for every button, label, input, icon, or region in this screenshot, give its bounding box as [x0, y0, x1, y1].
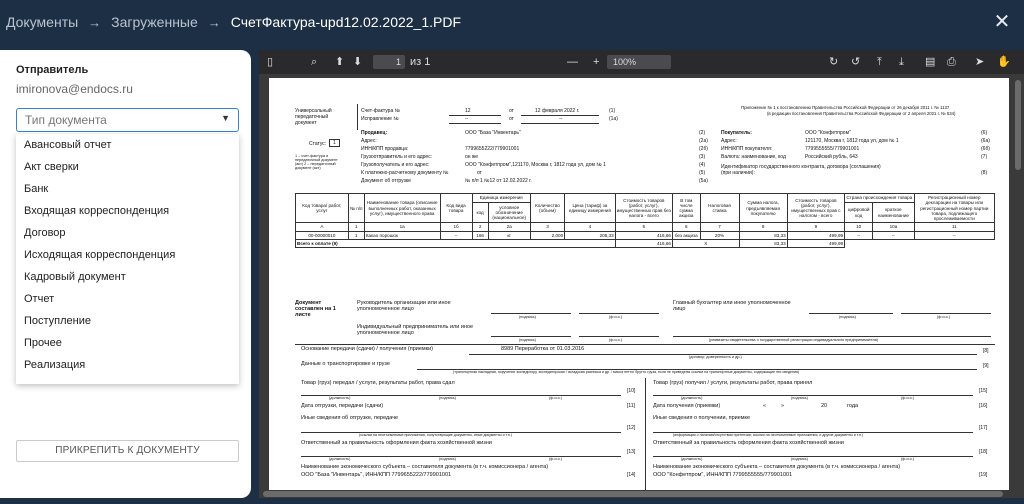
- table-header: Единица измерения: [472, 194, 530, 203]
- buyer-address: 121170, Москва г, 1812 года ул, дом № 1: [805, 138, 899, 144]
- breadcrumb-current-file: СчетФактура-upd12.02.2022_1.PDF: [230, 14, 462, 30]
- pdf-viewer: [259, 50, 1024, 498]
- page-total: из 1: [410, 56, 431, 68]
- ref-8: (8): [981, 170, 988, 176]
- ref-b12: [12]: [627, 425, 636, 431]
- table-cell: 499,99: [787, 231, 844, 239]
- transport-caption: (транспортная накладная, поручение экспедитору, экспедиторская / складская расписка и др. / масса нетто/ брутто груза, если не приведены ссылки на транспортные документы, содержащие эти сведения): [453, 370, 800, 374]
- ref-b10: [10]: [627, 388, 636, 394]
- select-cursor-icon[interactable]: ➤: [975, 56, 985, 68]
- doc-type-dropdown: [16, 134, 239, 384]
- sign-caption: (подпись): [791, 396, 808, 400]
- sign-caption: (подпись): [791, 457, 808, 461]
- ip-label: Индивидуальный предприниматель или иное уполномоченное лицо: [357, 324, 474, 336]
- table-cell: --: [440, 231, 472, 239]
- attach-to-document-button[interactable]: ПРИКРЕПИТЬ К ДОКУМЕНТУ: [16, 440, 239, 462]
- close-icon[interactable]: ✕: [993, 11, 1011, 33]
- dropdown-option[interactable]: Банк: [24, 183, 49, 195]
- chief-accountant-label: Главный бухгалтер или иное уполномоченное лицо: [673, 300, 791, 312]
- seller-label: Продавец:: [361, 130, 388, 136]
- table-header: № п/п: [348, 194, 364, 223]
- position-caption: (должность): [681, 457, 703, 461]
- correction-date: --: [559, 116, 563, 122]
- dropdown-option[interactable]: Входящая корреспонденция: [24, 205, 170, 217]
- search-icon[interactable]: ⌕: [311, 56, 318, 68]
- table-cell: 2,000: [530, 231, 564, 239]
- vertical-scrollbar[interactable]: [1014, 74, 1022, 498]
- table-cell: 2а: [488, 223, 530, 231]
- table-cell: 83,33: [739, 231, 787, 239]
- ref-2b: (2б): [699, 146, 708, 152]
- dropdown-option[interactable]: Отчет: [24, 293, 55, 305]
- other-ship-label: Иные сведения об отгрузке, передаче: [301, 415, 399, 421]
- table-index-row: [296, 223, 995, 231]
- first-page-icon[interactable]: ⤒: [877, 56, 882, 68]
- gov-contract-label: Идентификатор государственного контракта, договора (соглашения) (при наличии):: [721, 164, 881, 176]
- table-cell: 1: [348, 223, 364, 231]
- table-cell: 8: [739, 223, 787, 231]
- sender-label: Отправитель: [16, 64, 89, 76]
- ref-3: (3): [699, 154, 706, 160]
- shipper-label: Грузоотправитель и его адрес:: [361, 154, 433, 160]
- fio-caption: (ф.и.о.): [609, 315, 623, 319]
- payment-doc-value: от: [477, 170, 482, 176]
- prev-page-icon[interactable]: ⬆: [335, 56, 345, 68]
- table-cell: 9: [787, 223, 844, 231]
- buyer-inn: 7799555555/779901001: [805, 146, 860, 152]
- breadcrumb-documents[interactable]: Документы: [6, 14, 79, 30]
- table-header: код: [472, 202, 488, 222]
- table-header: Регистрационный номер декларации на товары или регистрационный номер партии товара, подлежащего прослеживаемости: [914, 194, 994, 223]
- invoice-date: 12 февраля 2022 г.: [535, 108, 580, 114]
- receive-date-quote-open: «: [763, 403, 767, 409]
- doc-type-select[interactable]: [16, 108, 239, 132]
- ref-b13: [13]: [627, 449, 636, 455]
- table-cell: 2: [472, 223, 488, 231]
- table-cell: без акциза: [673, 231, 701, 239]
- table-cell: А: [296, 223, 349, 231]
- table-cell: 3: [530, 223, 564, 231]
- ref-2: (2): [699, 130, 706, 136]
- sign-caption: (подпись): [519, 338, 536, 342]
- receive-date-quote-close: »: [781, 403, 785, 409]
- appendix-note-2: (в редакции постановления Правительства Российской Федерации от 2 апреля 2021 г. № 534): [767, 111, 956, 116]
- table-cell: --: [914, 231, 994, 239]
- table-cell: 1а: [364, 223, 440, 231]
- entity-buyer: ООО "Конфетпром", ИНН/КПП 7799555555/779901001: [653, 472, 793, 478]
- received-label: Товар (груз) получил / услуги, результаты работ, права принял: [653, 380, 813, 386]
- position-caption: (должность): [681, 396, 703, 400]
- fio-caption: (ф.и.о.): [609, 338, 623, 342]
- table-header: краткое наименование: [873, 202, 914, 222]
- ref-6b: (6б): [981, 146, 990, 152]
- shipment-doc-label: Документ об отгрузке: [361, 178, 411, 184]
- table-header: Страна происхождения товара: [845, 194, 915, 203]
- shipper-value: он же: [465, 154, 479, 160]
- invoice-from: от: [509, 108, 514, 114]
- zoom-select[interactable]: 100%: [607, 55, 671, 69]
- dropdown-option[interactable]: Поступление: [24, 315, 92, 327]
- hand-tool-icon[interactable]: ✋: [997, 56, 1011, 68]
- table-cell: 7: [700, 223, 739, 231]
- buyer-label: Покупатель:: [721, 130, 752, 136]
- table-cell: --: [873, 231, 914, 239]
- zoom-out-button[interactable]: —: [567, 56, 578, 68]
- fio-caption: (ф.и.о.): [549, 457, 563, 461]
- ref-6a: (6а): [981, 138, 990, 144]
- table-cell: 166: [472, 231, 488, 239]
- table-cell: 5: [615, 223, 672, 231]
- ref-4: (4): [699, 162, 706, 168]
- dropdown-option[interactable]: Прочее: [24, 337, 62, 349]
- status-label: Статус:: [309, 141, 327, 147]
- table-cell: кг: [488, 231, 530, 239]
- pdf-page: [269, 78, 1009, 490]
- table-cell: 1б: [440, 223, 472, 231]
- consignee-value: ООО "Конфетпром",121170, Москва г, 1812 года ул, дом № 1: [465, 162, 606, 168]
- table-header: Код товара/ работ, услуг: [296, 194, 349, 223]
- seller-name: ООО "База "Инвентарь": [465, 130, 521, 136]
- correction-label: Исправление №: [361, 116, 399, 122]
- table-cell: 10: [845, 223, 873, 231]
- responsible-label-2: Ответственный за правильность оформления факта хозяйственной жизни: [653, 440, 844, 446]
- table-cell: 6: [673, 223, 701, 231]
- ref-b11: [11]: [627, 403, 635, 409]
- table-total-row: [296, 239, 995, 247]
- dropdown-option[interactable]: Исходящая корреспонденция: [24, 249, 176, 261]
- ref-6: (6): [981, 130, 988, 136]
- table-cell: 4: [565, 223, 615, 231]
- table-header: условное обозначение (национальное): [488, 202, 530, 222]
- sign-caption: (подпись): [439, 396, 456, 400]
- entity-seller: ООО "База "Инвентарь", ИНН/КПП 7799655222/779901001: [301, 472, 452, 478]
- status-note: 1 – счет-фактура и передаточный документ (акт) 2 – передаточный документ (акт): [295, 154, 338, 170]
- doc-composed: Документ составлен на 1 листе: [295, 300, 336, 318]
- goods-table: [295, 193, 995, 248]
- responsible-label: Ответственный за правильность оформления факта хозяйственной жизни: [301, 440, 492, 446]
- table-header-row: [296, 194, 995, 203]
- ip-requisites-caption: (реквизиты свидетельства о государственной регистрации индивидуального предпринимателя): [709, 338, 879, 342]
- dropdown-option[interactable]: Акт сверки: [24, 161, 79, 173]
- seller-inn-label: ИНН/КПП продавца:: [361, 146, 409, 152]
- consignee-label: Грузополучатель и его адрес:: [361, 162, 430, 168]
- correction-from: от: [509, 116, 514, 122]
- fio-caption: (ф.и.о.): [901, 457, 915, 461]
- basis-label: Основание передачи (сдачи) / получения (приемки): [301, 346, 433, 352]
- table-cell: 20%: [700, 231, 739, 239]
- pdf-toolbar: [259, 50, 1024, 74]
- ref-b14: [14]: [627, 472, 636, 478]
- ref-b15: [15]: [979, 388, 988, 394]
- breadcrumb-arrow-icon: →: [88, 14, 102, 30]
- buyer-inn-label: ИНН/КПП покупателя:: [721, 146, 773, 152]
- other-ship-caption: (ссылки на неотъемлемые приложения, сопутствующие документы, иные документы и т.п.): [359, 433, 512, 437]
- ref-b8: [8]: [983, 348, 989, 354]
- basis-caption: (договор; доверенность и др.): [689, 355, 742, 359]
- download-icon[interactable]: ▤: [925, 56, 936, 68]
- other-receive-caption: (информация о наличии/отсутствии претензии; ссылки на неотъемлемые приложения, и другие документы и т.п.): [673, 433, 864, 437]
- top-bar: [0, 0, 1024, 44]
- table-header: Количество (объем): [530, 194, 564, 223]
- rotate-ccw-icon[interactable]: ↺: [851, 56, 861, 68]
- entity-label: Наименование экономического субъекта – составителя документа (в т.ч. комиссионера / агента): [301, 464, 549, 470]
- basis-value: 8989 Переработка от 01.03.2016: [501, 346, 585, 352]
- breadcrumb-arrow-icon: →: [207, 14, 221, 30]
- table-cell: 10а: [873, 223, 914, 231]
- ship-date-label: Дата отгрузки, передачи (сдачи): [301, 403, 384, 409]
- position-caption: (должность): [329, 396, 351, 400]
- invoice-label: Счет-фактура №: [361, 108, 400, 114]
- fio-caption: (ф.и.о.): [549, 396, 563, 400]
- ref-2a: (2а): [699, 138, 708, 144]
- table-cell: 11: [914, 223, 994, 231]
- total-x: X: [673, 239, 740, 247]
- buyer-address-label: Адрес:: [721, 138, 737, 144]
- fio-caption: (ф.и.о.): [937, 315, 951, 319]
- table-cell: 1: [348, 231, 364, 239]
- ref-5: (5): [699, 170, 706, 176]
- appendix-note: Приложение № 1 к постановлению Правительства Российской Федерации от 26 декабря 2011 г. № 1137: [741, 105, 950, 110]
- breadcrumb-uploaded[interactable]: Загруженные: [111, 14, 198, 30]
- receive-date-day: 20: [821, 403, 828, 409]
- horizontal-scrollbar[interactable]: [259, 490, 1014, 498]
- payment-doc-label: К платежно-расчетному документу №: [361, 170, 449, 176]
- total-label: Всего к оплате (9): [296, 239, 616, 247]
- receive-date-year: года: [847, 403, 859, 409]
- buyer-name: ООО "Конфетпром": [805, 130, 851, 136]
- ref-1a: (1а): [609, 116, 618, 122]
- sign-caption: (подпись): [439, 457, 456, 461]
- ref-5a: (5а): [699, 178, 708, 184]
- ref-b9: [9]: [983, 363, 989, 369]
- transport-label: Данные о транспортировке и грузе: [301, 361, 390, 367]
- table-header: Стоимость товаров (работ, услуг), имущественных прав без налога - всего: [615, 194, 672, 223]
- entity-label-2: Наименование экономического субъекта – составителя документа (в т.ч. комиссионера / агента): [653, 464, 901, 470]
- other-receive-label: Иные сведения о получении, приемке: [653, 415, 751, 421]
- dropdown-option[interactable]: Реализация: [24, 359, 86, 371]
- dropdown-option[interactable]: Кадровый документ: [24, 271, 126, 283]
- sidebar-toggle-icon[interactable]: ▯: [267, 56, 274, 68]
- sign-caption: (подпись): [839, 315, 856, 319]
- table-cell: Какао порошок: [364, 231, 440, 239]
- currency-value: Российский рубль, 643: [805, 154, 858, 160]
- sender-value: imironova@endocs.ru: [16, 82, 133, 96]
- chevron-down-icon: ▼: [221, 113, 230, 123]
- total-tax: 83,33: [739, 239, 787, 247]
- table-header: цифровой код: [845, 202, 873, 222]
- table-cell: 416,66: [615, 231, 672, 239]
- status-value: 1: [329, 139, 340, 147]
- ref-b19: [19]: [979, 472, 988, 478]
- head-label: Руководитель организации или иное уполномоченное лицо: [357, 300, 451, 312]
- seller-address-label: Адрес:: [361, 138, 377, 144]
- table-cell: 00-00000010: [296, 231, 349, 239]
- dropdown-option[interactable]: Договор: [24, 227, 66, 239]
- table-cell: 208,33: [565, 231, 615, 239]
- total-all: 499,99: [787, 239, 844, 247]
- ref-1: (1): [609, 108, 616, 114]
- zoom-in-button[interactable]: +: [593, 56, 600, 68]
- table-header: Цена (тариф) за единицу измерения: [565, 194, 615, 223]
- table-row: [296, 231, 995, 239]
- ref-b16: [16]: [979, 403, 988, 409]
- shipment-doc-value: № п/п 1 №12 от 12.02.2022 г.: [465, 178, 532, 184]
- table-header: Код вида товара: [440, 194, 472, 223]
- table-header: Стоимость товаров (работ, услуг), имущественных прав с налогом - всего: [787, 194, 844, 223]
- upd-title: Универсальный передаточный документ: [295, 108, 332, 126]
- fio-caption: (ф.и.о.): [901, 396, 915, 400]
- ref-b17: [17]: [979, 425, 988, 431]
- dropdown-option[interactable]: Авансовый отчет: [24, 139, 112, 151]
- total-sum: 416,66: [615, 239, 672, 247]
- invoice-no: 12: [465, 108, 471, 114]
- side-panel: [0, 50, 251, 498]
- last-page-icon[interactable]: ⤓: [899, 56, 904, 68]
- ref-b18: [18]: [979, 449, 988, 455]
- position-caption: (должность): [329, 457, 351, 461]
- page-number-input[interactable]: 1: [373, 55, 405, 69]
- table-header: Сумма налога, предъявляемая покупателю: [739, 194, 787, 223]
- rotate-cw-icon[interactable]: ↻: [829, 56, 839, 68]
- seller-inn: 7799655222/779901001: [465, 146, 520, 152]
- table-header: В том числе сумма акциза: [673, 194, 701, 223]
- table-header: Наименование товара (описание выполненных работ, оказанных услуг), имущественного права: [364, 194, 440, 223]
- table-header: Налоговая ставка: [700, 194, 739, 223]
- sign-caption: (подпись): [519, 315, 536, 319]
- ref-7: (7): [981, 154, 988, 160]
- currency-label: Валюта: наименование, код: [721, 154, 786, 160]
- next-page-icon[interactable]: ⬇: [353, 56, 363, 68]
- print-icon[interactable]: ⎙: [947, 56, 956, 68]
- receive-date-label: Дата получения (приемки): [653, 403, 721, 409]
- transfer-label: Товар (груз) передал / услуги, результаты работ, права сдал: [301, 380, 455, 386]
- doc-type-placeholder: Тип документа: [25, 113, 107, 127]
- table-cell: --: [845, 231, 873, 239]
- correction-no: --: [465, 116, 469, 122]
